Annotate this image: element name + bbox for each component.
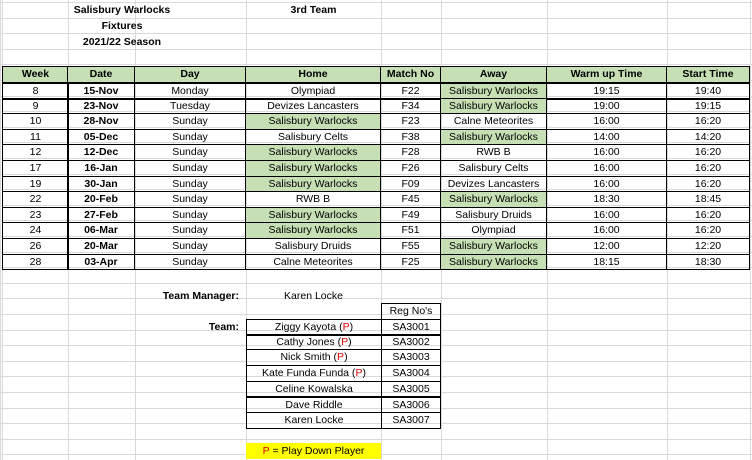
player-name-cell[interactable] [246, 381, 382, 398]
fixture-cell-week[interactable]: 10 [2, 113, 69, 130]
fixture-cell-day[interactable]: Sunday [134, 238, 246, 255]
fixture-cell-home[interactable]: Salisbury Warlocks [245, 222, 381, 239]
fixture-cell-day[interactable]: Sunday [134, 113, 246, 130]
fixture-cell-warmup[interactable]: 18:15 [546, 254, 667, 271]
fixture-cell-date[interactable]: 05-Dec [67, 129, 135, 146]
fixture-cell-day[interactable]: Sunday [134, 207, 246, 224]
fixture-cell-warmup[interactable]: 16:00 [546, 207, 667, 224]
legend[interactable] [246, 443, 381, 459]
grid-row-line [0, 49, 752, 50]
fixture-cell-away[interactable]: Salisbury Warlocks [440, 129, 547, 146]
fixture-cell-week[interactable]: 12 [2, 144, 69, 161]
player-name-cell[interactable] [246, 365, 382, 382]
fixture-cell-day[interactable]: Sunday [134, 222, 246, 239]
paren-close: ) [348, 335, 352, 348]
paren-open: ( [336, 321, 343, 334]
fixture-cell-away[interactable]: Calne Meteorites [440, 113, 547, 130]
column-header[interactable]: Day [134, 66, 246, 83]
fixture-cell-week[interactable]: 9 [2, 98, 69, 115]
player-reg-cell[interactable]: SA3002 [381, 334, 441, 351]
fixture-cell-home[interactable]: Salisbury Warlocks [245, 160, 381, 177]
play-down-flag: P [355, 367, 363, 380]
fixture-cell-warmup[interactable]: 12:00 [546, 238, 667, 255]
fixture-cell-date[interactable]: 27-Feb [67, 207, 135, 224]
fixture-cell-date[interactable]: 20-Mar [67, 238, 135, 255]
fixture-cell-day[interactable]: Sunday [134, 144, 246, 161]
fixture-cell-away[interactable]: RWB B [440, 144, 547, 161]
player-reg-cell[interactable]: SA3001 [381, 319, 441, 336]
fixture-cell-start[interactable]: 16:20 [666, 113, 750, 130]
fixture-cell-home[interactable]: Salisbury Warlocks [245, 176, 381, 193]
subtitle[interactable]: Fixtures [101, 19, 143, 32]
column-header[interactable]: Home [245, 66, 381, 83]
fixture-cell-day[interactable]: Tuesday [134, 98, 246, 115]
fixture-cell-start[interactable]: 16:20 [666, 176, 750, 193]
fixture-cell-date[interactable]: 15-Nov [67, 83, 135, 100]
paren-open: ( [330, 351, 338, 364]
fixture-cell-match[interactable]: F26 [380, 160, 441, 177]
fixture-cell-away[interactable]: Salisbury Warlocks [440, 83, 547, 100]
fixture-cell-home[interactable]: RWB B [245, 191, 381, 208]
paren-open: ( [334, 335, 342, 348]
player-reg-cell[interactable]: SA3007 [381, 412, 441, 429]
fixture-cell-away[interactable]: Devizes Lancasters [440, 176, 547, 193]
fixture-cell-start[interactable]: 16:20 [666, 222, 750, 239]
player-name-cell[interactable] [246, 412, 382, 429]
paren-close: ) [362, 367, 366, 380]
player-name: Nick Smith [280, 351, 331, 364]
grid-row-line [0, 439, 752, 440]
fixture-cell-match[interactable]: F28 [380, 144, 441, 161]
fixture-cell-day[interactable]: Monday [134, 83, 246, 100]
paren-close: ) [349, 321, 354, 334]
fixture-cell-warmup[interactable]: 18:30 [546, 191, 667, 208]
reg-header[interactable]: Reg No's [381, 303, 441, 320]
fixture-cell-match[interactable]: F45 [380, 191, 441, 208]
fixture-cell-match[interactable]: F55 [380, 238, 441, 255]
fixture-cell-date[interactable]: 23-Nov [67, 98, 135, 115]
fixture-cell-start[interactable]: 16:20 [666, 144, 750, 161]
column-header[interactable]: Away [440, 66, 547, 83]
fixture-cell-day[interactable]: Sunday [134, 254, 246, 271]
fixture-cell-warmup[interactable]: 16:00 [546, 113, 667, 130]
fixture-cell-match[interactable]: F34 [380, 98, 441, 115]
fixture-cell-home[interactable]: Calne Meteorites [245, 254, 381, 271]
fixture-cell-home[interactable]: Salisbury Warlocks [245, 207, 381, 224]
fixture-cell-date[interactable]: 06-Mar [67, 222, 135, 239]
fixture-cell-start[interactable]: 18:30 [666, 254, 750, 271]
fixture-cell-start[interactable]: 19:40 [666, 83, 750, 100]
player-name-cell[interactable] [246, 334, 382, 351]
fixture-cell-home[interactable]: Devizes Lancasters [245, 98, 381, 115]
fixture-cell-start[interactable]: 14:20 [666, 129, 750, 146]
fixture-cell-home[interactable]: Salisbury Warlocks [245, 113, 381, 130]
team-manager-name[interactable]: Karen Locke [284, 289, 343, 302]
fixture-cell-warmup[interactable]: 19:00 [546, 98, 667, 115]
fixture-cell-match[interactable]: F25 [380, 254, 441, 271]
fixture-cell-week[interactable]: 26 [2, 238, 69, 255]
play-down-flag: P [341, 335, 349, 348]
fixture-cell-away[interactable]: Salisbury Warlocks [440, 254, 547, 271]
grid-row-line [0, 33, 752, 34]
fixture-cell-week[interactable]: 23 [2, 207, 69, 224]
fixture-cell-away[interactable]: Salisbury Celts [440, 160, 547, 177]
grid-col-line [750, 0, 751, 460]
season-title[interactable]: 2021/22 Season [82, 35, 162, 48]
paren-open: ( [349, 367, 356, 380]
fixture-cell-away[interactable]: Salisbury Warlocks [440, 191, 547, 208]
grid-col-line [0, 0, 1, 460]
fixture-cell-start[interactable]: 16:20 [666, 207, 750, 224]
fixture-cell-date[interactable]: 28-Nov [67, 113, 135, 130]
legend-flag: P [262, 444, 270, 457]
fixture-cell-week[interactable]: 11 [2, 129, 69, 146]
fixture-cell-date[interactable]: 12-Dec [67, 144, 135, 161]
player-reg-cell[interactable]: SA3006 [381, 397, 441, 414]
fixture-cell-match[interactable]: F22 [380, 83, 441, 100]
fixture-cell-start[interactable]: 19:15 [666, 98, 750, 115]
fixture-cell-home[interactable]: Olympiad [245, 83, 381, 100]
fixture-cell-day[interactable]: Sunday [134, 160, 246, 177]
column-header[interactable]: Warm up Time [546, 66, 667, 83]
team-label[interactable]: Team: [208, 320, 239, 333]
fixture-cell-match[interactable]: F09 [380, 176, 441, 193]
legend-text: = Play Down Player [269, 444, 365, 457]
player-name: Celine Kowalska [275, 382, 353, 395]
fixture-cell-date[interactable]: 30-Jan [67, 176, 135, 193]
fixture-cell-warmup[interactable]: 16:00 [546, 160, 667, 177]
fixture-cell-warmup[interactable]: 16:00 [546, 222, 667, 239]
fixture-cell-match[interactable]: F51 [380, 222, 441, 239]
grid-row-line [0, 64, 752, 65]
play-down-flag: P [342, 321, 350, 334]
fixture-cell-day[interactable]: Sunday [134, 191, 246, 208]
fixture-cell-week[interactable]: 8 [2, 83, 69, 100]
fixture-cell-start[interactable]: 18:45 [666, 191, 750, 208]
fixture-cell-warmup[interactable]: 16:00 [546, 144, 667, 161]
fixture-cell-date[interactable]: 03-Apr [67, 254, 135, 271]
player-reg-cell[interactable]: SA3005 [381, 381, 441, 398]
player-name: Cathy Jones [276, 335, 335, 348]
fixture-cell-away[interactable]: Salisbury Druids [440, 207, 547, 224]
player-name: Kate Funda Funda [262, 367, 350, 380]
grid-row-line [0, 314, 752, 315]
fixture-cell-home[interactable]: Salisbury Druids [245, 238, 381, 255]
team-title[interactable]: 3rd Team [290, 3, 337, 16]
player-name: Karen Locke [284, 414, 344, 427]
fixture-cell-match[interactable]: F38 [380, 129, 441, 146]
grid-row-line [0, 283, 752, 284]
fixture-cell-date[interactable]: 16-Jan [67, 160, 135, 177]
fixture-cell-day[interactable]: Sunday [134, 129, 246, 146]
team-manager-label[interactable]: Team Manager: [162, 289, 239, 302]
player-name-cell[interactable] [246, 349, 382, 366]
play-down-flag: P [337, 351, 345, 364]
fixture-cell-match[interactable]: F23 [380, 113, 441, 130]
fixture-cell-warmup[interactable]: 14:00 [546, 129, 667, 146]
fixture-cell-start[interactable]: 16:20 [666, 160, 750, 177]
player-reg-cell[interactable]: SA3003 [381, 349, 441, 366]
fixture-cell-start[interactable]: 12:20 [666, 238, 750, 255]
club-title[interactable]: Salisbury Warlocks [73, 3, 171, 16]
paren-close: ) [344, 351, 348, 364]
fixture-cell-warmup[interactable]: 19:15 [546, 83, 667, 100]
column-header[interactable]: Date [67, 66, 135, 83]
fixture-cell-week[interactable]: 28 [2, 254, 69, 271]
column-header[interactable]: Start Time [666, 66, 750, 83]
player-name-cell[interactable] [246, 397, 382, 414]
fixture-cell-day[interactable]: Sunday [134, 176, 246, 193]
fixture-cell-week[interactable]: 17 [2, 160, 69, 177]
fixture-cell-warmup[interactable]: 16:00 [546, 176, 667, 193]
fixture-cell-date[interactable]: 20-Feb [67, 191, 135, 208]
fixture-cell-week[interactable]: 19 [2, 176, 69, 193]
fixture-cell-away[interactable]: Salisbury Warlocks [440, 98, 547, 115]
column-header[interactable]: Week [2, 66, 69, 83]
player-name: Ziggy Kayota [274, 321, 337, 334]
fixture-cell-week[interactable]: 24 [2, 222, 69, 239]
player-name: Dave Riddle [285, 398, 343, 411]
fixture-cell-away[interactable]: Salisbury Warlocks [440, 238, 547, 255]
player-reg-cell[interactable]: SA3004 [381, 365, 441, 382]
fixture-cell-away[interactable]: Olympiad [440, 222, 547, 239]
column-header[interactable]: Match No [380, 66, 441, 83]
fixture-cell-home[interactable]: Salisbury Celts [245, 129, 381, 146]
fixture-cell-week[interactable]: 22 [2, 191, 69, 208]
fixture-cell-match[interactable]: F49 [380, 207, 441, 224]
fixture-cell-home[interactable]: Salisbury Warlocks [245, 144, 381, 161]
